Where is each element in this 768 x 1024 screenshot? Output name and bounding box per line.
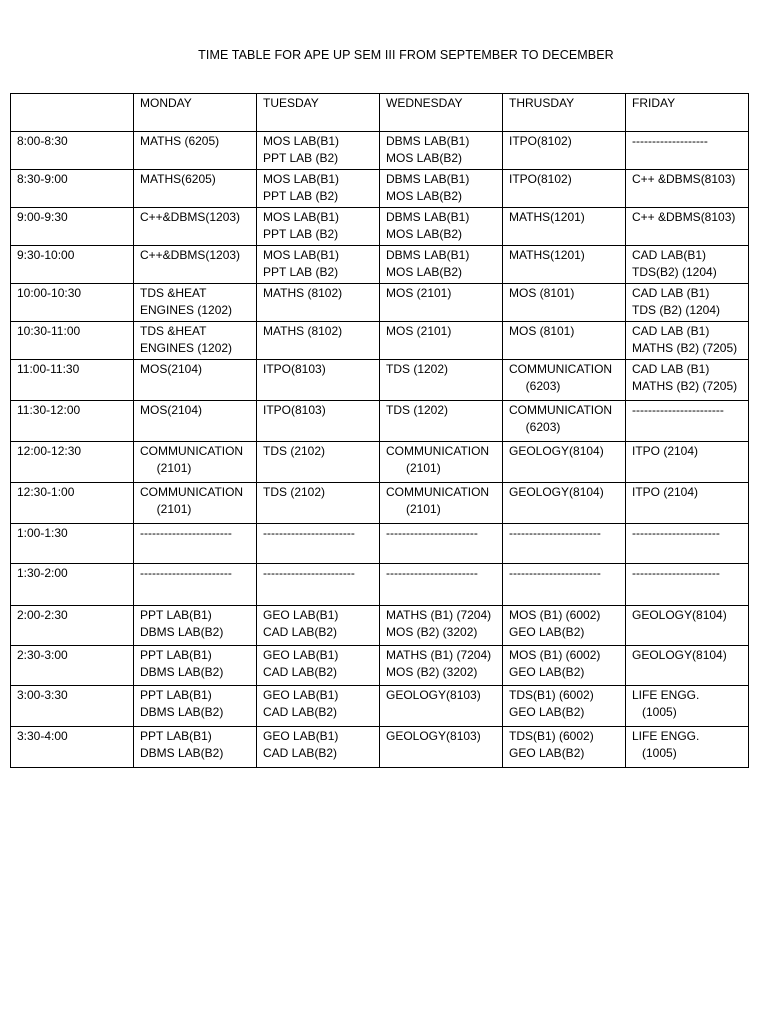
class-cell — [503, 686, 626, 727]
class-entry: TDS (1202) — [386, 362, 449, 376]
class-entry: PPT LAB(B1) — [140, 608, 212, 622]
class-cell — [503, 360, 626, 401]
class-cell — [257, 322, 380, 360]
table-row — [11, 401, 749, 442]
class-entry: MATHS (6205) — [140, 134, 220, 148]
class-entry: GEOLOGY(8103) — [386, 688, 481, 702]
class-entry: GEOLOGY(8104) — [632, 608, 727, 622]
class-entry: MOS (B1) (6002) — [509, 608, 601, 622]
class-entry: C++&DBMS(1203) — [140, 248, 241, 262]
class-cell — [257, 208, 380, 246]
class-cell — [503, 322, 626, 360]
table-row — [11, 322, 749, 360]
time-slot: 11:00-11:30 — [11, 360, 134, 401]
class-entry: MATHS(1201) — [509, 210, 585, 224]
class-cell — [626, 132, 749, 170]
class-entry: ENGINES (1202) — [140, 341, 233, 355]
class-entry: TDS(B1) (6002) — [509, 688, 594, 702]
class-entry: CAD LAB(B2) — [263, 705, 338, 719]
class-entry: (2101) — [386, 502, 441, 516]
class-entry: ----------------------- — [140, 566, 232, 580]
class-entry: C++ &DBMS(8103) — [632, 210, 736, 224]
time-slot: 9:00-9:30 — [11, 208, 134, 246]
table-row — [11, 442, 749, 483]
class-entry: GEO LAB(B1) — [263, 648, 339, 662]
class-entry: (6203) — [509, 379, 561, 393]
class-entry: (2101) — [140, 502, 192, 516]
class-entry: PPT LAB (B2) — [263, 227, 339, 241]
class-cell — [380, 132, 503, 170]
class-entry: CAD LAB(B1) — [632, 248, 707, 262]
class-cell — [380, 564, 503, 606]
class-cell — [503, 246, 626, 284]
class-cell — [257, 686, 380, 727]
class-entry: ITPO(8102) — [509, 134, 572, 148]
day-header: MONDAY — [134, 94, 257, 132]
class-entry: DBMS LAB(B1) — [386, 172, 470, 186]
class-cell — [626, 646, 749, 686]
class-cell — [257, 132, 380, 170]
class-entry: ----------------------- — [509, 526, 601, 540]
table-row — [11, 360, 749, 401]
class-cell — [134, 483, 257, 524]
class-entry: TDS (B2) (1204) — [632, 303, 721, 317]
class-entry: MATHS (B2) (7205) — [632, 341, 738, 355]
class-cell — [380, 246, 503, 284]
class-entry: MATHS (B2) (7205) — [632, 379, 738, 393]
class-cell — [380, 401, 503, 442]
class-cell — [503, 646, 626, 686]
class-cell — [257, 246, 380, 284]
day-header: WEDNESDAY — [380, 94, 503, 132]
class-entry: DBMS LAB(B1) — [386, 248, 470, 262]
table-row — [11, 208, 749, 246]
class-entry: (1005) — [632, 746, 677, 760]
class-entry: ----------------------- — [509, 566, 601, 580]
day-header: THRUSDAY — [503, 94, 626, 132]
class-entry: MOS LAB(B2) — [386, 265, 463, 279]
class-cell — [626, 322, 749, 360]
class-entry: COMMUNICATION — [140, 444, 244, 458]
class-entry: MOS (8101) — [509, 286, 575, 300]
class-entry: TDS &HEAT — [140, 286, 207, 300]
class-entry: TDS &HEAT — [140, 324, 207, 338]
class-entry: GEO LAB(B2) — [509, 705, 585, 719]
class-entry: COMMUNICATION — [386, 485, 490, 499]
class-entry: ------------------- — [632, 134, 708, 148]
class-entry: MOS (B1) (6002) — [509, 648, 601, 662]
class-entry: TDS (1202) — [386, 403, 449, 417]
class-entry: MOS LAB(B1) — [263, 134, 340, 148]
class-cell — [380, 686, 503, 727]
time-slot: 2:00-2:30 — [11, 606, 134, 646]
table-row — [11, 606, 749, 646]
class-entry: MOS (2101) — [386, 324, 452, 338]
class-entry: C++&DBMS(1203) — [140, 210, 241, 224]
class-entry: ----------------------- — [263, 526, 355, 540]
time-slot: 3:30-4:00 — [11, 727, 134, 768]
class-entry: ----------------------- — [140, 526, 232, 540]
class-cell — [134, 727, 257, 768]
corner-cell — [11, 94, 134, 132]
class-cell — [134, 284, 257, 322]
time-slot: 8:00-8:30 — [11, 132, 134, 170]
class-entry: CAD LAB (B1) — [632, 286, 710, 300]
class-entry: ENGINES (1202) — [140, 303, 233, 317]
class-entry: MOS(2104) — [140, 362, 203, 376]
class-entry: MOS LAB(B2) — [386, 227, 463, 241]
timetable — [10, 93, 749, 768]
table-row — [11, 284, 749, 322]
class-entry: GEOLOGY(8104) — [509, 444, 604, 458]
class-cell — [626, 442, 749, 483]
class-cell — [503, 606, 626, 646]
class-entry: MATHS (B1) (7204) — [386, 648, 492, 662]
class-entry: DBMS LAB(B2) — [140, 746, 224, 760]
class-entry: DBMS LAB(B1) — [386, 210, 470, 224]
class-entry: C++ &DBMS(8103) — [632, 172, 736, 186]
class-cell — [257, 284, 380, 322]
class-entry: DBMS LAB(B2) — [140, 705, 224, 719]
class-entry: ----------------------- — [632, 403, 724, 417]
class-entry: MATHS (8102) — [263, 286, 343, 300]
class-entry: GEOLOGY(8104) — [509, 485, 604, 499]
class-cell — [380, 208, 503, 246]
table-row — [11, 246, 749, 284]
class-entry: PPT LAB (B2) — [263, 151, 339, 165]
class-entry: TDS(B1) (6002) — [509, 729, 594, 743]
class-cell — [257, 483, 380, 524]
class-cell — [134, 322, 257, 360]
class-entry: (1005) — [632, 705, 677, 719]
class-entry: MOS (B2) (3202) — [386, 665, 478, 679]
class-cell — [380, 524, 503, 564]
class-cell — [380, 483, 503, 524]
class-entry: CAD LAB (B1) — [632, 324, 710, 338]
table-row — [11, 646, 749, 686]
class-cell — [134, 564, 257, 606]
class-entry: DBMS LAB(B2) — [140, 625, 224, 639]
class-entry: GEO LAB(B1) — [263, 729, 339, 743]
class-entry: DBMS LAB(B1) — [386, 134, 470, 148]
class-cell — [626, 208, 749, 246]
class-cell — [503, 483, 626, 524]
class-entry: ITPO (2104) — [632, 444, 699, 458]
class-cell — [134, 246, 257, 284]
class-entry: GEOLOGY(8104) — [632, 648, 727, 662]
class-entry: COMMUNICATION — [509, 362, 613, 376]
time-slot: 11:30-12:00 — [11, 401, 134, 442]
class-entry: TDS (2102) — [263, 485, 326, 499]
table-row — [11, 524, 749, 564]
class-entry: MOS LAB(B2) — [386, 189, 463, 203]
table-row — [11, 686, 749, 727]
class-entry: GEO LAB(B1) — [263, 608, 339, 622]
time-slot: 8:30-9:00 — [11, 170, 134, 208]
class-cell — [380, 606, 503, 646]
class-cell — [134, 208, 257, 246]
class-cell — [134, 170, 257, 208]
class-cell — [503, 284, 626, 322]
class-cell — [134, 442, 257, 483]
class-entry: COMMUNICATION — [386, 444, 490, 458]
class-entry: MOS LAB(B1) — [263, 248, 340, 262]
class-entry: GEO LAB(B2) — [509, 625, 585, 639]
class-entry: MOS (8101) — [509, 324, 575, 338]
class-entry: CAD LAB (B1) — [632, 362, 710, 376]
class-cell — [257, 606, 380, 646]
day-header: TUESDAY — [257, 94, 380, 132]
class-entry: MOS (B2) (3202) — [386, 625, 478, 639]
time-slot: 12:00-12:30 — [11, 442, 134, 483]
class-cell — [257, 646, 380, 686]
time-slot: 1:00-1:30 — [11, 524, 134, 564]
class-entry: TDS(B2) (1204) — [632, 265, 717, 279]
class-entry: LIFE ENGG. — [632, 729, 700, 743]
header-row — [11, 94, 749, 132]
time-slot: 9:30-10:00 — [11, 246, 134, 284]
class-entry: PPT LAB (B2) — [263, 189, 339, 203]
class-cell — [257, 360, 380, 401]
class-cell — [503, 727, 626, 768]
class-cell — [626, 686, 749, 727]
time-slot: 2:30-3:00 — [11, 646, 134, 686]
time-slot: 10:30-11:00 — [11, 322, 134, 360]
class-cell — [626, 401, 749, 442]
time-slot: 10:00-10:30 — [11, 284, 134, 322]
day-header: FRIDAY — [626, 94, 749, 132]
class-cell — [503, 442, 626, 483]
table-row — [11, 132, 749, 170]
class-cell — [503, 132, 626, 170]
class-entry: GEO LAB(B1) — [263, 688, 339, 702]
class-entry: ITPO(8103) — [263, 362, 326, 376]
class-entry: COMMUNICATION — [509, 403, 613, 417]
class-entry: MATHS(1201) — [509, 248, 585, 262]
time-slot: 1:30-2:00 — [11, 564, 134, 606]
class-entry: ---------------------- — [632, 526, 720, 540]
class-cell — [257, 564, 380, 606]
class-cell — [503, 170, 626, 208]
class-cell — [134, 646, 257, 686]
class-cell — [380, 727, 503, 768]
document-title: TIME TABLE FOR APE UP SEM III FROM SEPTEMBER TO DECEMBER — [198, 48, 614, 62]
class-entry: ----------------------- — [386, 566, 478, 580]
class-entry: ITPO(8103) — [263, 403, 326, 417]
class-cell — [134, 606, 257, 646]
class-cell — [257, 442, 380, 483]
class-cell — [380, 322, 503, 360]
class-entry: MOS LAB(B2) — [386, 151, 463, 165]
class-cell — [257, 727, 380, 768]
class-cell — [257, 401, 380, 442]
class-cell — [380, 284, 503, 322]
class-entry: ----------------------- — [263, 566, 355, 580]
class-entry: DBMS LAB(B2) — [140, 665, 224, 679]
class-cell — [626, 170, 749, 208]
class-cell — [257, 170, 380, 208]
class-entry: ITPO(8102) — [509, 172, 572, 186]
class-cell — [503, 401, 626, 442]
class-entry: MATHS(6205) — [140, 172, 216, 186]
class-cell — [134, 524, 257, 564]
class-entry: MOS LAB(B1) — [263, 210, 340, 224]
class-entry: MOS LAB(B1) — [263, 172, 340, 186]
time-slot: 12:30-1:00 — [11, 483, 134, 524]
class-entry: ----------------------- — [386, 526, 478, 540]
class-cell — [626, 524, 749, 564]
class-entry: GEOLOGY(8103) — [386, 729, 481, 743]
class-cell — [503, 564, 626, 606]
table-row — [11, 564, 749, 606]
class-entry: COMMUNICATION — [140, 485, 244, 499]
class-entry: PPT LAB(B1) — [140, 648, 212, 662]
class-entry: MOS (2101) — [386, 286, 452, 300]
class-entry: TDS (2102) — [263, 444, 326, 458]
class-entry: MOS(2104) — [140, 403, 203, 417]
class-entry: MATHS (8102) — [263, 324, 343, 338]
class-cell — [626, 727, 749, 768]
class-cell — [626, 564, 749, 606]
class-cell — [626, 606, 749, 646]
class-cell — [380, 170, 503, 208]
time-slot: 3:00-3:30 — [11, 686, 134, 727]
class-cell — [503, 524, 626, 564]
class-cell — [257, 524, 380, 564]
class-cell — [380, 646, 503, 686]
class-cell — [134, 401, 257, 442]
table-row — [11, 483, 749, 524]
class-entry: LIFE ENGG. — [632, 688, 700, 702]
class-entry: CAD LAB(B2) — [263, 665, 338, 679]
class-entry: (2101) — [140, 461, 192, 475]
class-entry: (6203) — [509, 420, 561, 434]
class-entry: PPT LAB(B1) — [140, 729, 212, 743]
class-entry: GEO LAB(B2) — [509, 665, 585, 679]
class-cell — [380, 360, 503, 401]
class-entry: MATHS (B1) (7204) — [386, 608, 492, 622]
class-cell — [626, 483, 749, 524]
table-row — [11, 727, 749, 768]
class-entry: ---------------------- — [632, 566, 720, 580]
class-entry: PPT LAB (B2) — [263, 265, 339, 279]
class-entry: CAD LAB(B2) — [263, 746, 338, 760]
class-cell — [134, 132, 257, 170]
class-cell — [503, 208, 626, 246]
class-cell — [626, 246, 749, 284]
class-cell — [134, 686, 257, 727]
class-entry: (2101) — [386, 461, 441, 475]
class-cell — [380, 442, 503, 483]
table-row — [11, 170, 749, 208]
class-cell — [134, 360, 257, 401]
class-entry: PPT LAB(B1) — [140, 688, 212, 702]
class-cell — [626, 360, 749, 401]
class-cell — [626, 284, 749, 322]
class-entry: CAD LAB(B2) — [263, 625, 338, 639]
timetable-body — [11, 94, 749, 768]
class-entry: GEO LAB(B2) — [509, 746, 585, 760]
class-entry: ITPO (2104) — [632, 485, 699, 499]
